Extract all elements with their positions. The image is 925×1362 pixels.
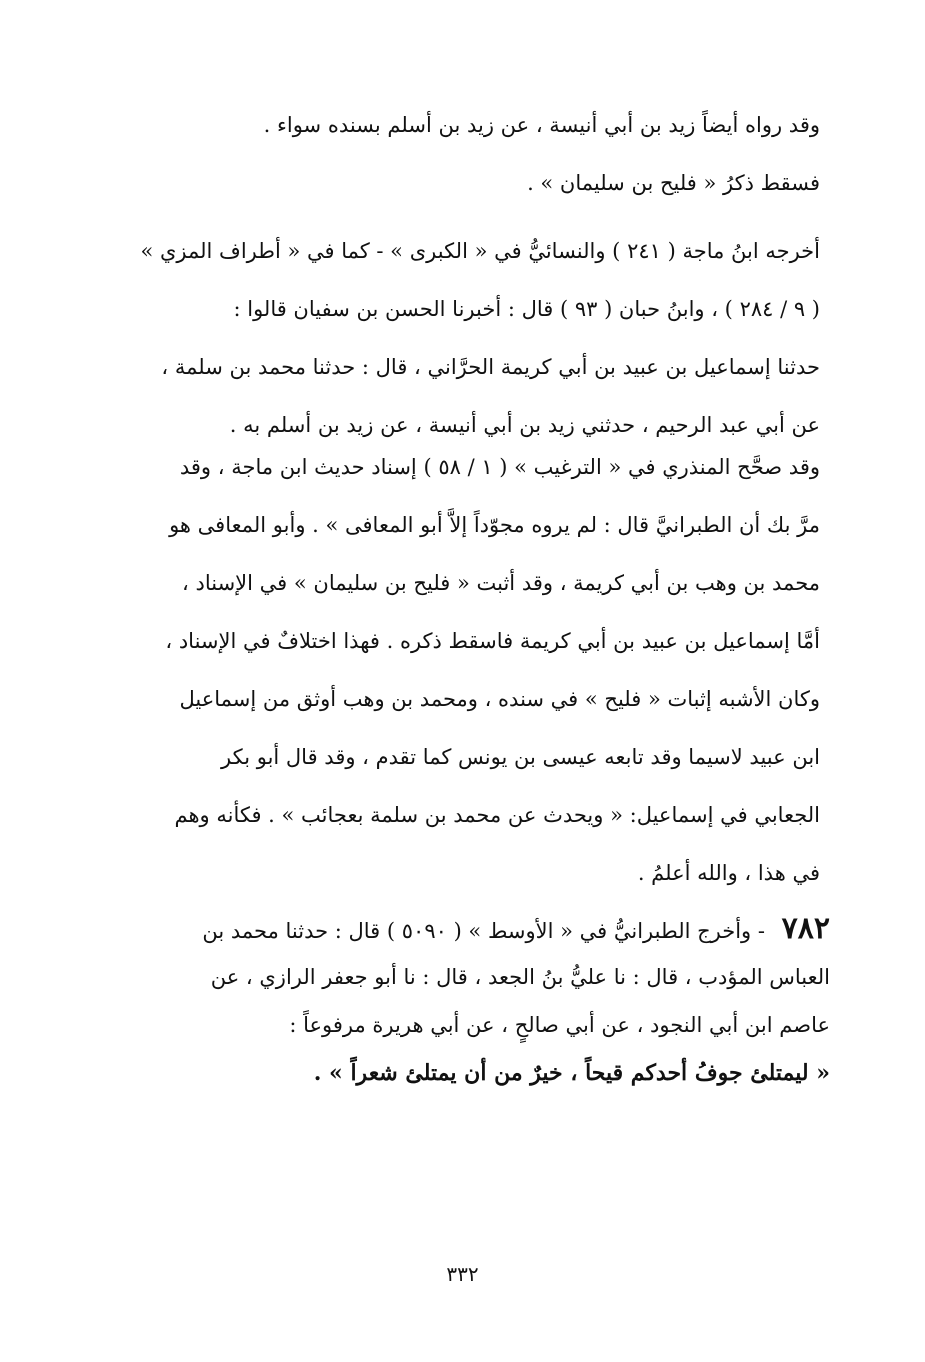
paragraph-3-commentary [100, 438, 820, 902]
hadith-number: ٧٨٢ [781, 911, 830, 946]
text-line: وكان الأشبه إثبات « فليح » في سنده ، ومحمد بن وهب أوثق من إسماعيل [179, 687, 820, 711]
text-line: عاصم ابن أبي النجود ، عن أبي صالحٍ ، عن أبي هريرة مرفوعاً : [289, 1013, 830, 1037]
text-line: ( ٩ / ٢٨٤ ) ، وابنُ حبان ( ٩٣ ) قال : أخبرنا الحسن بن سفيان قالوا : [233, 297, 820, 321]
page-number: ٣٣٢ [446, 1262, 479, 1286]
text-line: حدثنا إسماعيل بن عبيد بن أبي كريمة الحرَّاني ، قال : حدثنا محمد بن سلمة ، [161, 355, 820, 379]
hadith-intro: وأخرج الطبرانيُّ في « الأوسط » ( ٥٠٩٠ ) قال : حدثنا محمد بن [202, 919, 752, 943]
text-line: فسقط ذكرُ « فليح بن سليمان » . [527, 171, 820, 195]
hadith-separator: - [751, 919, 772, 943]
text-line: عن أبي عبد الرحيم ، حدثني زيد بن أبي أنيسة ، عن زيد بن أسلم به . [229, 413, 820, 437]
text-line: أخرجه ابنُ ماجة ( ٢٤١ ) والنسائيُّ في « الكبرى » - كما في « أطراف المزي » [140, 239, 820, 263]
text-line: في هذا ، والله أعلمُ . [637, 861, 820, 885]
hadith-first-line [100, 905, 830, 953]
text-line: مرَّ بك أن الطبرانيَّ قال : لم يروه مجوّداً إلاَّ أبو المعافى » . وأبو المعافى هو [169, 513, 820, 537]
paragraph-2-takhrij [100, 222, 820, 454]
text-line: وقد رواه أيضاً زيد بن أبي أنيسة ، عن زيد بن أسلم بسنده سواء . [263, 113, 820, 137]
hadith-entry [100, 905, 830, 1097]
text-line: محمد بن وهب بن أبي كريمة ، وقد أثبت « فليح بن سليمان » في الإسناد ، [182, 571, 820, 595]
text-line: وقد صحَّح المنذري في « الترغيب » ( ١ / ٥٨ ) إسناد حديث ابن ماجة ، وقد [179, 455, 820, 479]
paragraph-1 [100, 96, 820, 212]
text-line: العباس المؤدب ، قال : نا عليُّ بنُ الجعد ، قال : نا أبو جعفر الرازي ، عن [210, 965, 830, 989]
text-line: ابن عبيد لاسيما وقد تابعه عيسى بن يونس كما تقدم ، وقد قال أبو بكر [221, 745, 820, 769]
text-line: الجعابي في إسماعيل: « ويحدث عن محمد بن سلمة بعجائب » . فكأنه وهم [174, 803, 820, 827]
text-line: أمَّا إسماعيل بن عبيد بن أبي كريمة فاسقط ذكره . فهذا اختلافٌ في الإسناد ، [165, 629, 820, 653]
hadith-text: « ليمتلئ جوفُ أحدكم قيحاً ، خيرٌ من أن يمتلئ شعراً » . [313, 1060, 830, 1086]
